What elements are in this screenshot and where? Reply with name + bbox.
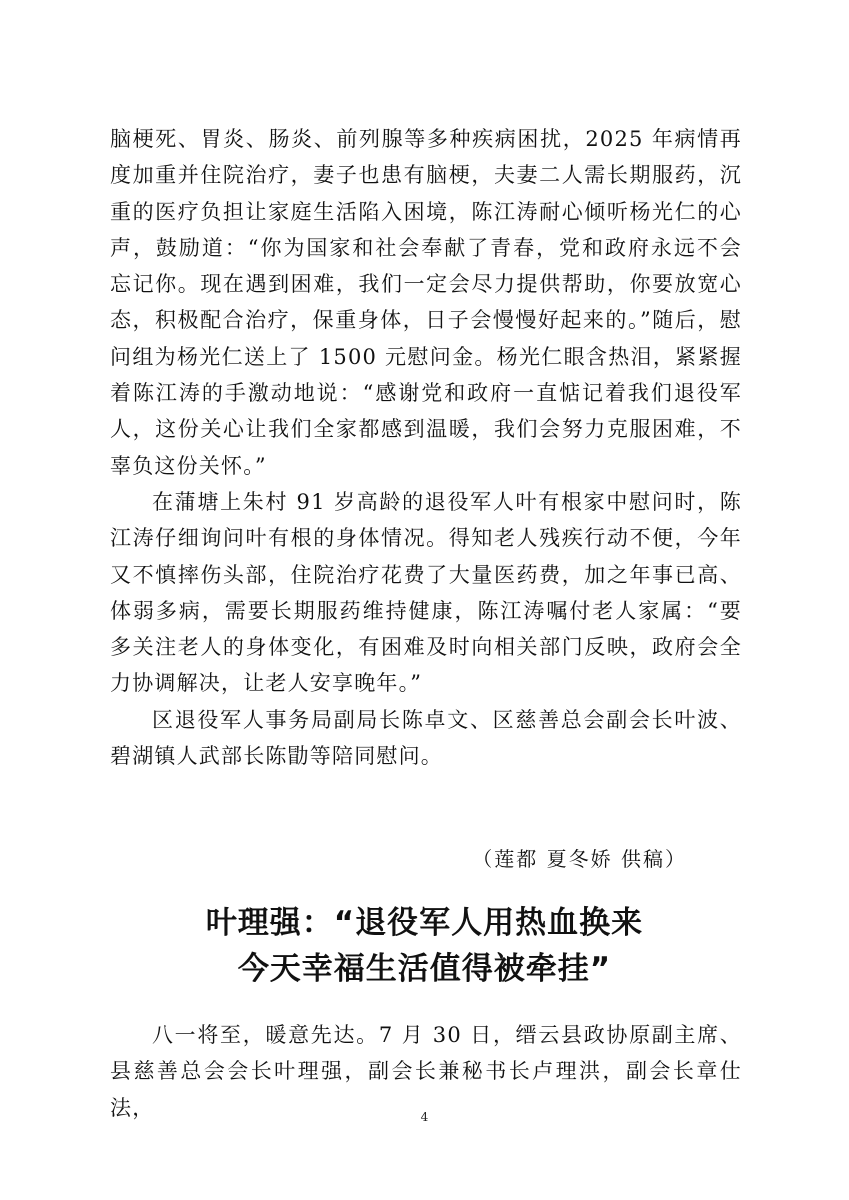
paragraph-opening: 八一将至，暖意先达。7 月 30 日，缙云县政协原副主席、县慈善总会会长叶理强，副会长兼秘书长卢理洪，副会长章仕法， bbox=[110, 1023, 742, 1120]
headline-line-2: 今天幸福生活值得被牵挂” bbox=[237, 951, 612, 987]
article-body-top bbox=[110, 121, 742, 774]
article-headline bbox=[0, 900, 849, 992]
paragraph-ye-yougen-visit: 在蒲塘上朱村 91 岁高龄的退役军人叶有根家中慰问时，陈江涛仔细询问叶有根的身体情况。得知老人残疾行动不便，今年又不慎摔伤头部，住院治疗花费了大量医药费，加之年事已高、体弱多病，需要长期服药维持健康，陈江涛嘱付老人家属：“要多关注老人的身体变化，有困难及时向相关部门反映，政府会全力协调解决，让老人安享晚年。” bbox=[110, 489, 742, 696]
page-number: 4 bbox=[420, 1110, 429, 1124]
paragraph-continuation: 脑梗死、胃炎、肠炎、前列腺等多种疾病困扰，2025 年病情再度加重并住院治疗，妻子也患有脑梗，夫妻二人需长期服药，沉重的医疗负担让家庭生活陷入困境，陈江涛耐心倾听杨光仁的心声，鼓励道：“你为国家和社会奉献了青春，党和政府永远不会忘记你。现在遇到困难，我们一定会尽力提供帮助，你要放宽心态，积极配合治疗，保重身体，日子会慢慢好起来的。”随后，慰问组为杨光仁送上了 1500 元慰问金。杨光仁眼含热泪，紧紧握着陈江涛的手激动地说：“感谢党和政府一直惦记着我们退役军人，这份关心让我们全家都感到温暖，我们会努力克服困难，不辜负这份关怀。” bbox=[110, 127, 742, 478]
paragraph-accompanying-officials: 区退役军人事务局副局长陈卓文、区慈善总会副会长叶波、碧湖镇人武部长陈勖等陪同慰问。 bbox=[110, 707, 742, 769]
article-credit: （莲都 夏冬娇 供稿） bbox=[472, 847, 687, 871]
headline-line-1: 叶理强：“退役军人用热血换来 bbox=[205, 905, 644, 941]
